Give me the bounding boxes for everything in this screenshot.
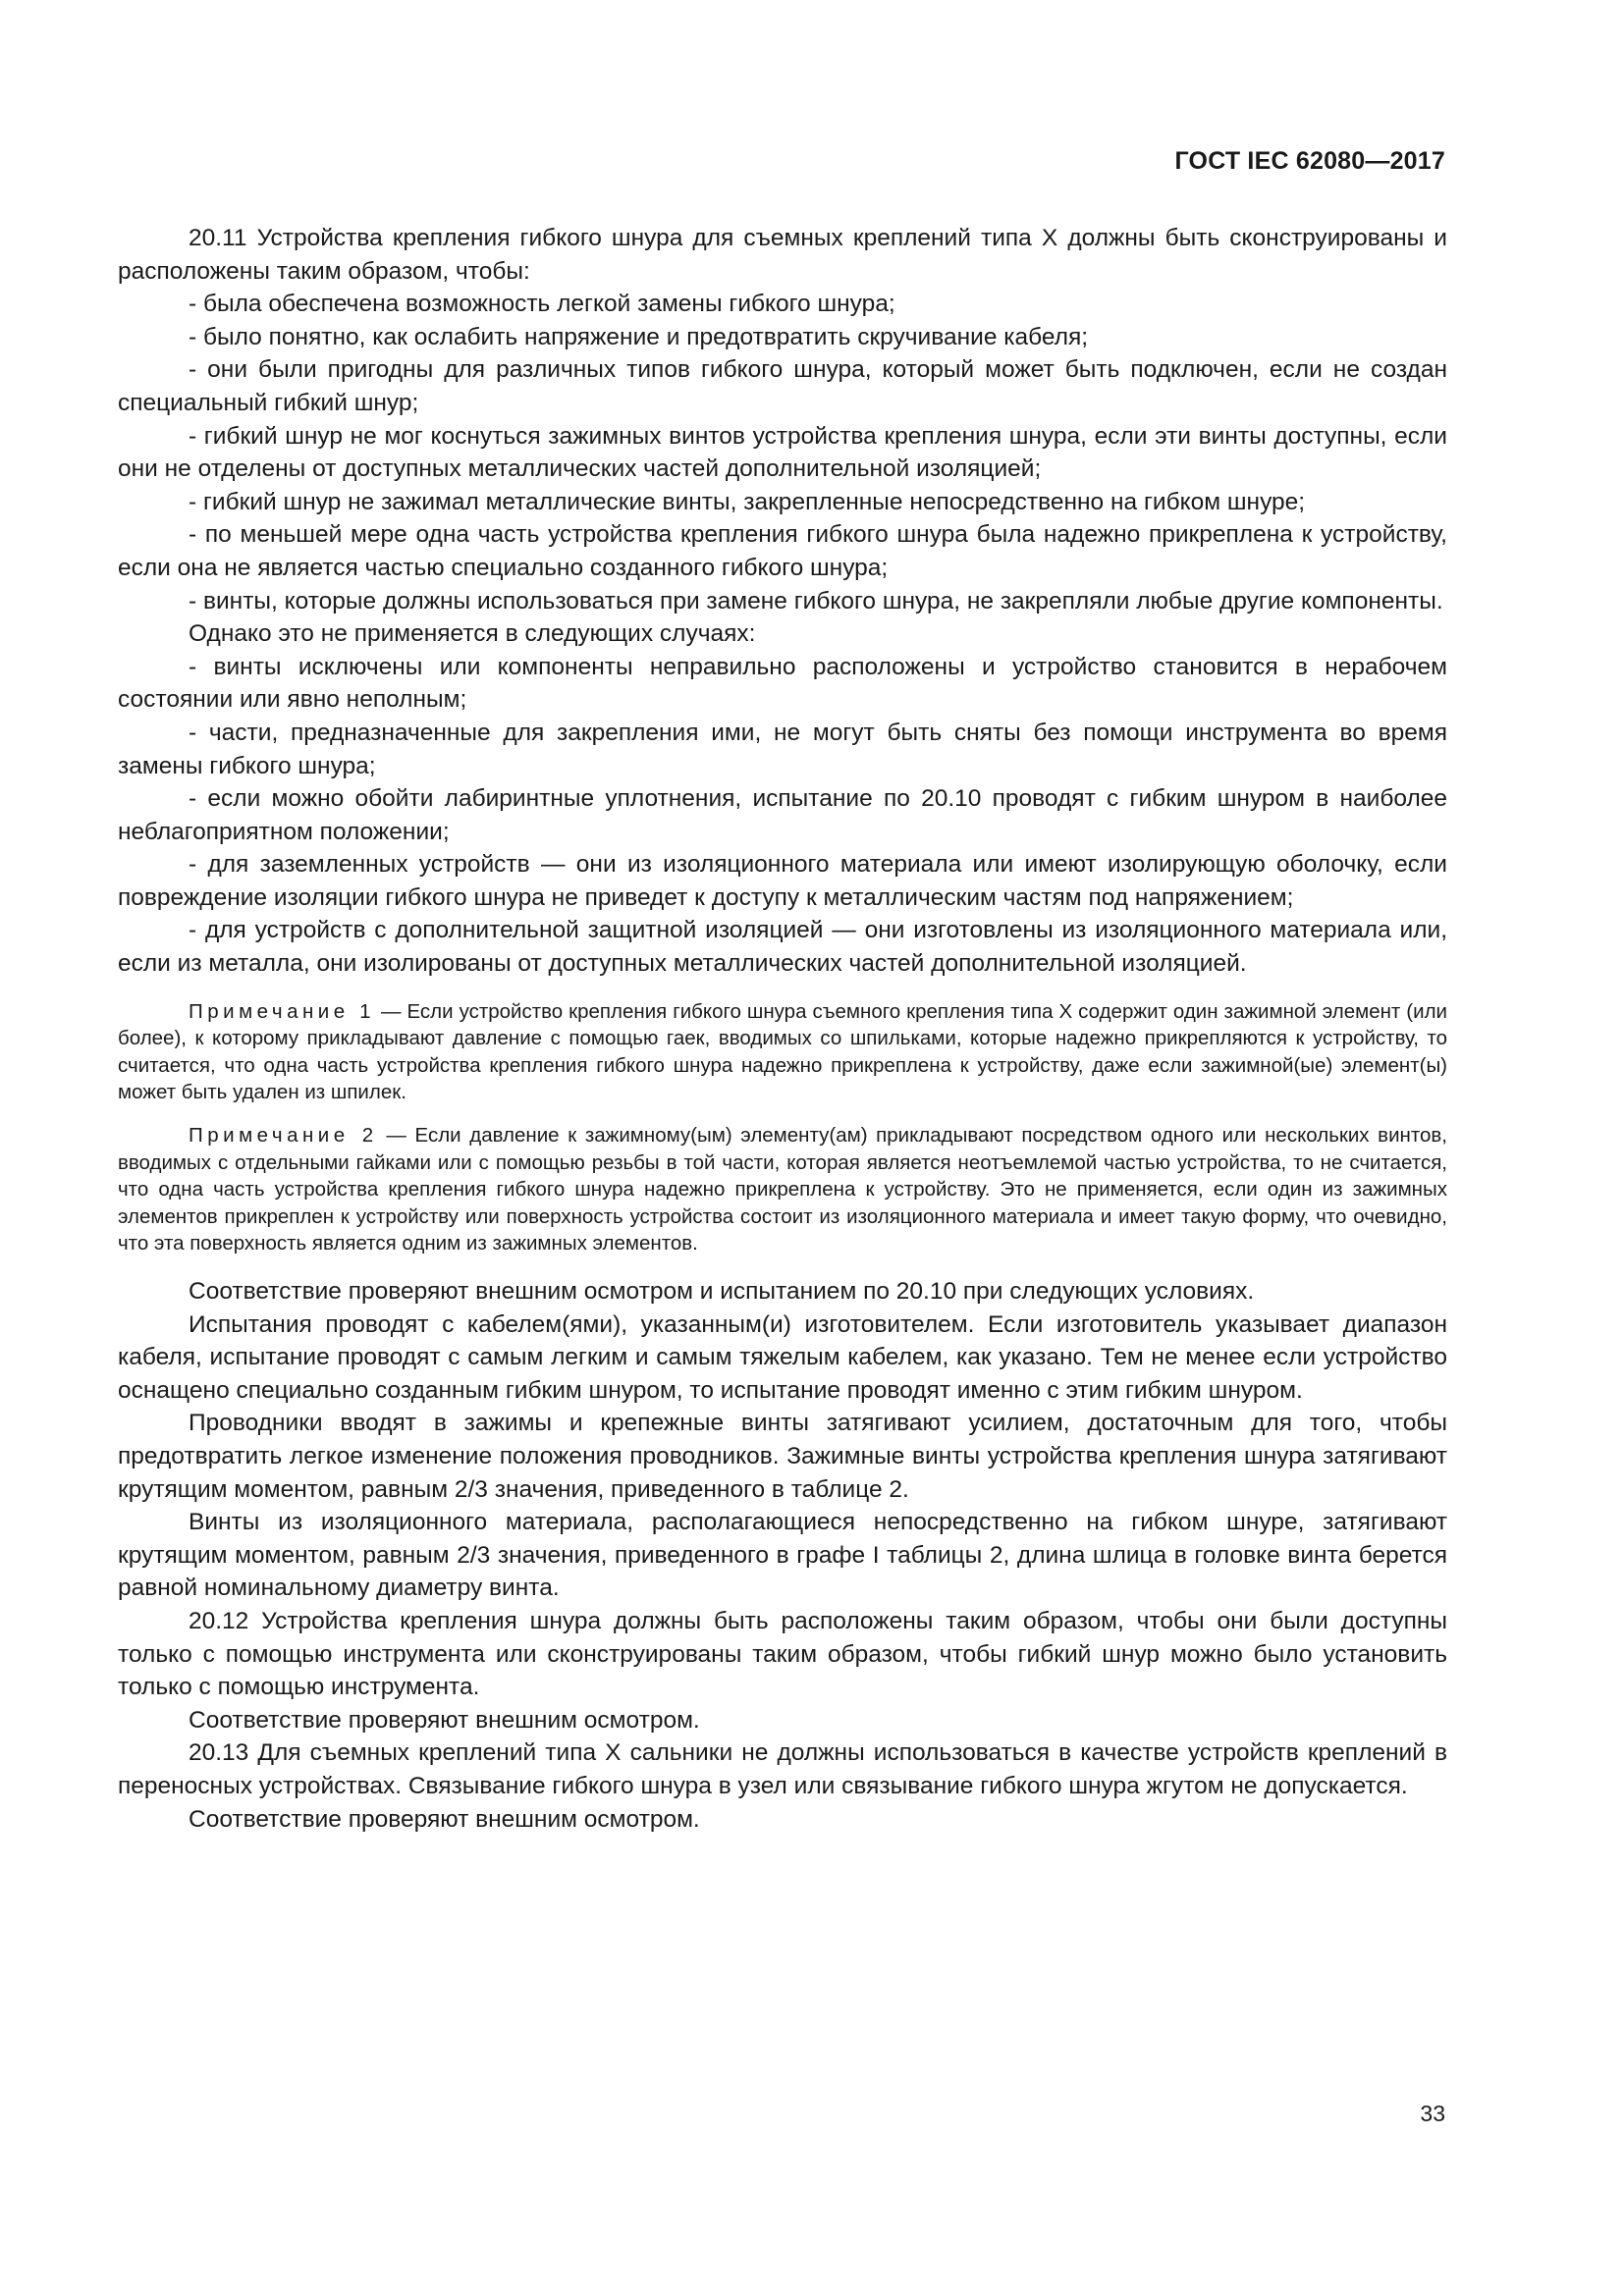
list-item: - гибкий шнур не мог коснуться зажимных винтов устройства крепления шнура, если эти винты доступны, если они не отделены от доступных металлических частей дополнительной изоляцией; (118, 422, 1447, 483)
list-item: - они были пригодны для различных типов гибкого шнура, который может быть подключен, если не создан специальный гибкий шнур; (118, 356, 1447, 416)
note-1 (118, 998, 1447, 1106)
list-item: - была обеспечена возможность легкой замены гибкого шнура; (189, 291, 895, 318)
compliance-check: Соответствие проверяют внешним осмотром. (189, 1805, 700, 1833)
list-item: - если можно обойти лабиринтные уплотнения, испытание по 20.10 проводят с гибким шнуром в наиболее неблагоприятном положении; (118, 785, 1447, 845)
page-number: 33 (1420, 2101, 1445, 2126)
paragraph-20-13: 20.13 Для съемных креплений типа X сальники не должны использоваться в качестве устройств креплений в переносных устройствах. Связывание гибкого шнура в узел или связывание гибкого шнура жгутом не допускается. (118, 1739, 1447, 1799)
list-item: - гибкий шнур не зажимал металлические винты, закрепленные непосредственно на гибком шнуре; (189, 488, 1306, 515)
note-1-text: — Если устройство крепления гибкого шнура съемного крепления типа X содержит один зажимной элемент (или более), к которому прикладывают давление с помощью гаек, вводимых со шпильками, которые надежно прикрепляются к устройству, то считается, что одна часть устройства крепления гибкого шнура надежно прикреплена к устройству, даже если зажимной(ые) элемент(ы) может быть удален из шпилек. (118, 999, 1447, 1104)
list-item: - было понятно, как ослабить напряжение и предотвратить скручивание кабеля; (189, 323, 1089, 350)
paragraph: Проводники вводят в зажимы и крепежные винты затягивают усилием, достаточным для того, чтобы предотвратить легкое изменение положения проводников. Зажимные винты устройства крепления шнура затягивают крутящим моментом, равным 2/3 значения, приведенного в таблице 2. (118, 1410, 1447, 1503)
list-item: - винты исключены или компоненты неправильно расположены и устройство становится в нерабочем состоянии или явно неполным; (118, 653, 1447, 714)
note-2 (118, 1122, 1447, 1257)
list-item: - по меньшей мере одна часть устройства крепления гибкого шнура была надежно прикреплена к устройству, если она не является частью специально созданного гибкого шнура; (118, 521, 1447, 581)
paragraph: Винты из изоляционного материала, располагающиеся непосредственно на гибком шнуре, затягивают крутящим моментом, равным 2/3 значения, приведенного в графе I таблицы 2, длина шлица в головке винта берется равной номинальному диаметру винта. (118, 1509, 1447, 1602)
note-1-label: Примечание 1 (189, 999, 376, 1023)
compliance-check: Соответствие проверяют внешним осмотром. (189, 1706, 700, 1734)
paragraph: Испытания проводят с кабелем(ями), указанным(и) изготовителем. Если изготовитель указывает диапазон кабеля, испытание проводят с самым легким и самым тяжелым кабелем, как указано. Тем не менее если устройство оснащено специально созданным гибким шнуром, то испытание проводят именно с этим гибким шнуром. (118, 1310, 1447, 1404)
list-item: - для заземленных устройств — они из изоляционного материала или имеют изолирующую оболочку, если повреждение изоляции гибкого шнура не приведет к доступу к металлическим частям под напряжением; (118, 851, 1447, 911)
exceptions-intro: Однако это не применяется в следующих случаях: (189, 620, 756, 648)
list-item: - для устройств с дополнительной защитной изоляцией — они изготовлены из изоляционного материала или, если из металла, они изолированы от доступных металлических частей дополнительной изоляцией. (118, 917, 1447, 978)
document-body (118, 222, 1447, 1836)
document-header: ГОСТ IEC 62080—2017 (1174, 147, 1445, 175)
paragraph-20-12: 20.12 Устройства крепления шнура должны быть расположены таким образом, чтобы они были доступны только с помощью инструмента или сконструированы таким образом, чтобы гибкий шнур можно было установить только с помощью инструмента. (118, 1607, 1447, 1701)
paragraph-20-11: 20.11 Устройства крепления гибкого шнура для съемных креплений типа X должны быть сконструированы и расположены таким образом, чтобы: (118, 225, 1447, 285)
note-2-label: Примечание 2 (189, 1124, 378, 1148)
list-item: - винты, которые должны использоваться при замене гибкого шнура, не закрепляли любые другие компоненты. (189, 587, 1443, 614)
list-item: - части, предназначенные для закрепления ими, не могут быть сняты без помощи инструмента во время замены гибкого шнура; (118, 719, 1447, 779)
compliance-check: Соответствие проверяют внешним осмотром и испытанием по 20.10 при следующих условиях. (189, 1278, 1255, 1305)
note-2-text: — Если давление к зажимному(ым) элементу(ам) прикладывают посредством одного или нескольких винтов, вводимых с отдельными гайками или с помощью резьбы в той части, которая является неотъемлемой частью устройства, то не считается, что одна часть устройства крепления гибкого шнура надежно прикреплена к устройству. Это не применяется, если один из зажимных элементов прикреплен к устройству или поверхность устройства состоит из изоляционного материала и имеет такую форму, что очевидно, что эта поверхность является одним из зажимных элементов. (118, 1124, 1447, 1255)
